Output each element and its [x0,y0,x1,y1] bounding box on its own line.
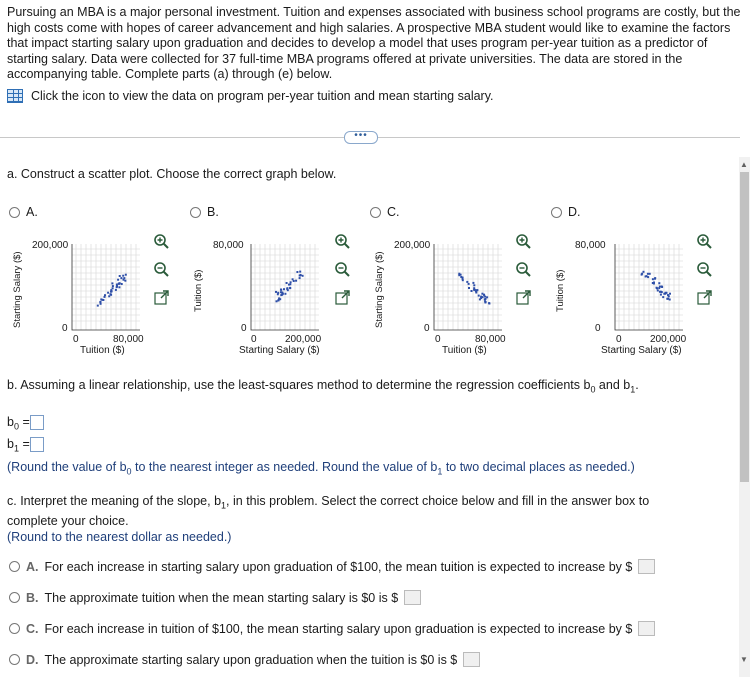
scatter-point [474,289,476,291]
x-axis-label: Tuition ($) [80,345,125,356]
part-a-question: a. Construct a scatter plot. Choose the correct graph below. [7,167,337,181]
part-c-c-input[interactable] [638,621,655,636]
x-axis-label: Starting Salary ($) [601,345,682,356]
x-zero-label: 0 [616,334,622,345]
scatter-point [101,299,103,301]
part-c-option-b[interactable]: B. The approximate tuition when the mean starting salary is $0 is $ [9,590,421,605]
scatter-point [466,281,468,283]
scatter-point [107,292,109,294]
radio-button[interactable] [9,561,20,572]
scatter-point [669,293,671,295]
scatter-plot-a [68,240,148,334]
y-tick-label: 200,000 [394,240,431,251]
scatter-point [475,292,477,294]
x-tick-label: 200,000 [650,334,687,345]
scatter-point [292,278,294,280]
zoom-in-icon[interactable] [153,233,170,250]
radio-button[interactable] [190,207,201,218]
scatter-point [660,291,662,293]
b1-input[interactable] [30,437,44,452]
scatter-point [666,298,668,300]
scatter-point [471,290,473,292]
scatter-point [115,289,117,291]
part-b-question: b. Assuming a linear relationship, use the least-squares method to determine the regression coefficients $b_0$ and $b_1$. [7,378,639,395]
part-b-round-note: (Round the value of $b_0$ to the nearest integer as needed. Round the value of $b_1$ to two decimal places as needed.) [7,460,635,477]
part-a-option-b[interactable]: B. [190,205,219,219]
problem-intro: Pursuing an MBA is a major personal investment. Tuition and expenses associated with business school programs are costly, but the high costs come with hopes of career advancement and high salaries. A prospective MBA student would like to examine the factors that impact starting salary upon graduation and decides to develop a model that uses program per-year tuition as a predictor of starting salary. Data were collected for 37 full-time MBA programs offered at private universities. The data are stored in the accompanying table. Complete parts (a) through (e) below. [7,5,741,81]
scatter-plot-b [247,240,327,334]
y-zero-label: 0 [424,323,430,334]
expand-icon[interactable] [153,289,170,306]
x-zero-label: 0 [73,334,79,345]
y-zero-label: 0 [595,323,601,334]
data-link-text[interactable]: Click the icon to view the data on program per-year tuition and mean starting salary. [31,89,494,103]
scroll-down-icon[interactable]: ▼ [740,655,748,664]
radio-button[interactable] [9,207,20,218]
scatter-point [665,292,667,294]
scatter-point [654,278,656,280]
scatter-point [485,298,487,300]
x-axis-label: Tuition ($) [442,345,487,356]
scatter-point [660,294,662,296]
scatter-point [122,275,124,277]
y-tick-label: 200,000 [32,240,69,251]
scatter-point [286,282,288,284]
scatter-point [288,284,290,286]
scatter-point [280,289,282,291]
part-c-option-c[interactable]: C. For each increase in tuition of $100, the mean starting salary upon graduation is expected to increase by $ [9,621,655,636]
scatter-point [121,283,123,285]
part-c-b-input[interactable] [404,590,421,605]
part-a-option-d[interactable]: D. [551,205,581,219]
scatter-point [488,303,490,305]
scatter-point [468,283,470,285]
expand-icon[interactable] [334,289,351,306]
scatter-point [100,303,102,305]
part-a-option-c[interactable]: C. [370,205,400,219]
scatter-point [658,282,660,284]
y-zero-label: 0 [62,323,68,334]
scatter-point [123,279,125,281]
scatter-point [478,295,480,297]
scatter-point [482,296,484,298]
part-a-option-a[interactable]: A. [9,205,38,219]
y-tick-label: 80,000 [213,240,244,251]
scatter-point [112,285,114,287]
x-zero-label: 0 [251,334,257,345]
scatter-point [290,281,292,283]
radio-button[interactable] [9,592,20,603]
scatter-point [286,287,288,289]
scatter-point [652,282,654,284]
scatter-point [656,287,658,289]
scatter-point [276,300,278,302]
scatter-point [659,286,661,288]
table-icon[interactable] [7,89,23,103]
scatter-point [116,284,118,286]
scatter-point [661,286,663,288]
scatter-point [483,294,485,296]
scatter-point [277,293,279,295]
y-zero-label: 0 [241,323,247,334]
scrollbar-thumb[interactable] [740,172,749,482]
zoom-out-icon[interactable] [696,261,713,278]
scatter-point [278,297,280,299]
scatter-point [476,289,478,291]
b1-row: $b_1$ = [7,437,44,454]
zoom-in-icon[interactable] [515,233,532,250]
scatter-point [111,282,113,284]
part-c-round-note: (Round to the nearest dollar as needed.) [7,530,232,544]
x-tick-label: 200,000 [285,334,322,345]
part-c-option-a[interactable]: A. For each increase in starting salary upon graduation of $100, the mean tuition is expected to increase by $ [9,559,655,574]
scatter-point [649,273,651,275]
expand-button[interactable]: ••• [344,131,378,144]
x-tick-label: 80,000 [475,334,506,345]
expand-icon[interactable] [515,289,532,306]
y-axis-label: Starting Salary ($) [12,251,23,328]
scatter-point [299,277,301,279]
b0-input[interactable] [30,415,44,430]
scatter-point [280,291,282,293]
scatter-point [472,282,474,284]
scatter-point [662,296,664,298]
scatter-point [669,299,671,301]
scatter-point [116,285,118,287]
part-c-d-input[interactable] [463,652,480,667]
zoom-in-icon[interactable] [696,233,713,250]
scatter-point [110,289,112,291]
zoom-out-icon[interactable] [515,261,532,278]
y-axis-label: Tuition ($) [193,269,204,312]
scatter-point [667,294,669,296]
scatter-point [641,273,643,275]
part-c-question-line2: complete your choice. [7,514,129,528]
x-zero-label: 0 [435,334,441,345]
graph-b [181,228,361,358]
scatter-point [295,280,297,282]
scatter-points [641,271,671,301]
scatter-plot-d [611,240,691,334]
part-c-a-input[interactable] [638,559,655,574]
scatter-point [462,278,464,280]
y-axis-label: Starting Salary ($) [374,251,385,328]
scatter-point [479,298,481,300]
scatter-point [299,271,301,273]
expand-icon[interactable] [696,289,713,306]
scatter-point [277,300,279,302]
scatter-point [100,301,102,303]
scatter-point [657,290,659,292]
scatter-plot-c [430,240,510,334]
scatter-point [299,275,301,277]
scatter-point [104,296,106,298]
scatter-point [468,287,470,289]
scatter-points [275,271,304,303]
y-axis-label: Tuition ($) [555,269,566,312]
scroll-up-icon[interactable]: ▲ [740,160,748,169]
radio-button[interactable] [9,654,20,665]
scatter-point [110,293,112,295]
zoom-in-icon[interactable] [334,233,351,250]
scatter-point [112,287,114,289]
scatter-point [485,301,487,303]
scatter-point [120,277,122,279]
scatter-points [97,274,127,307]
scatter-point [302,275,304,277]
scatter-point [117,279,119,281]
graph-a [0,228,180,358]
scatter-point [647,276,649,278]
scatter-point [287,289,289,291]
zoom-out-icon[interactable] [334,261,351,278]
scatter-point [119,275,121,277]
scatter-point [473,284,475,286]
graph-c [362,228,542,358]
scatter-point [283,288,285,290]
scatter-point [125,274,127,276]
radio-button[interactable] [9,623,20,634]
graph-d [543,228,723,358]
scatter-point [118,286,120,288]
scatter-point [643,271,645,273]
b0-row: $b_0$ = [7,415,44,432]
scatter-point [458,273,460,275]
radio-button[interactable] [551,207,562,218]
part-c-option-d[interactable]: D. The approximate starting salary upon graduation when the tuition is $0 is $ [9,652,480,667]
scatter-point [118,283,120,285]
zoom-out-icon[interactable] [153,261,170,278]
radio-button[interactable] [370,207,381,218]
x-tick-label: 80,000 [113,334,144,345]
data-link[interactable] [7,89,494,103]
scatter-point [289,287,291,289]
scatter-point [275,291,277,293]
scatter-point [124,280,126,282]
scatter-point [97,305,99,307]
scatter-point [647,273,649,275]
y-tick-label: 80,000 [575,240,606,251]
scatter-point [652,278,654,280]
scatter-point [296,271,298,273]
scatter-point [281,294,283,296]
x-axis-label: Starting Salary ($) [239,345,320,356]
part-c-question: c. Interpret the meaning of the slope, $b_1$, in this problem. Select the correct choice below and fill in the answer box to [7,494,650,511]
scatter-point [284,293,286,295]
scatter-point [108,295,110,297]
